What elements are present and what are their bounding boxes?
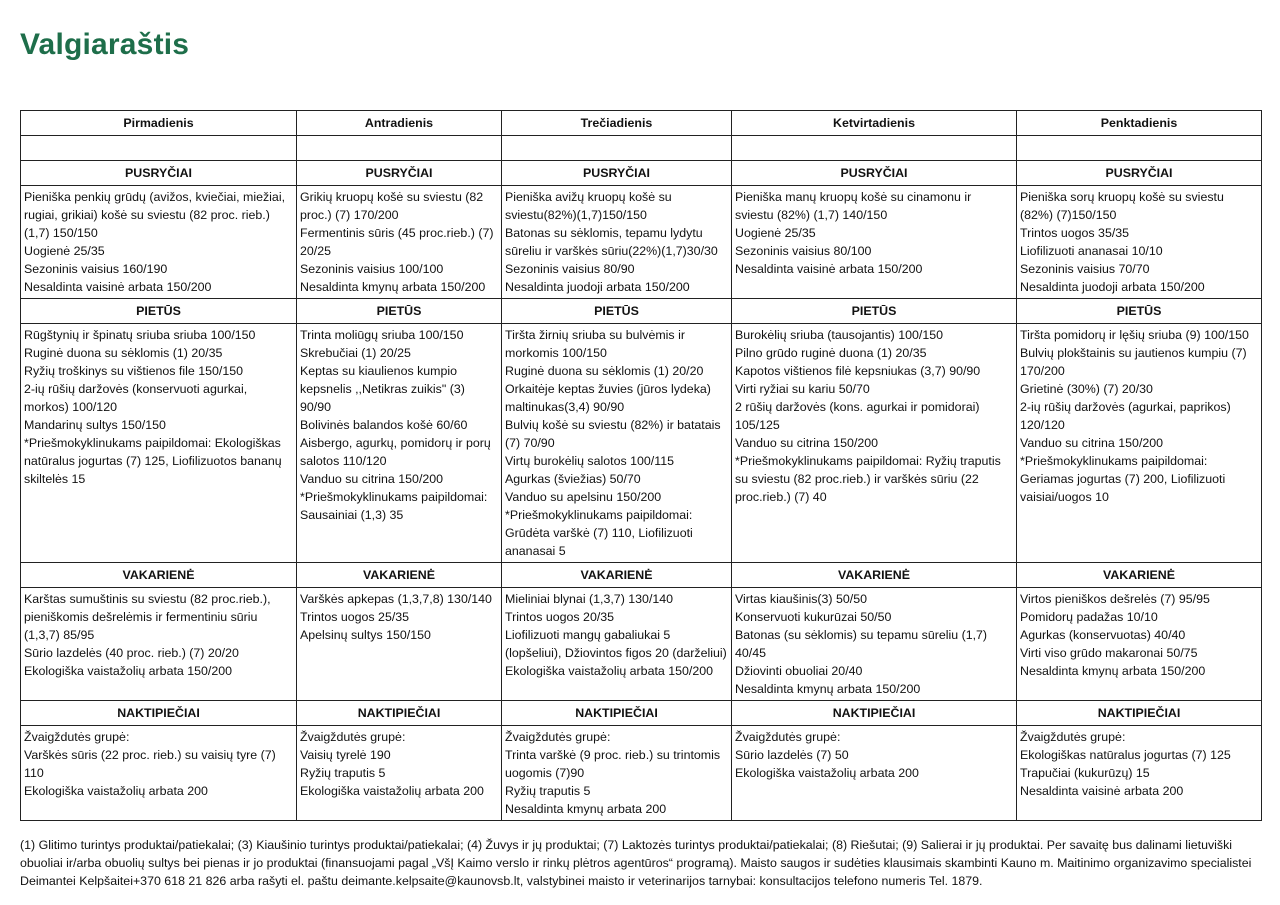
- menu-item: Batonas su sėklomis, tepamu lydytu sūreliu ir varškės sūriu(22%)(1,7)30/30: [505, 226, 718, 258]
- menu-item: Nesaldinta vaisinė arbata 200: [1020, 784, 1184, 798]
- day-header-row: [21, 111, 1262, 136]
- menu-item: Sezoninis vaisius 80/90: [505, 262, 635, 276]
- menu-item: Virtos pieniškos dešrelės (7) 95/95: [1020, 592, 1210, 606]
- menu-cell: [732, 186, 1017, 299]
- menu-item: Burokėlių sriuba (tausojantis) 100/150: [735, 328, 944, 342]
- menu-cell: [1017, 726, 1262, 821]
- menu-item: Pieniška penkių grūdų (avižos, kviečiai, miežiai, rugiai, grikiai) košė su sviestu (82 proc. rieb.) (1,7) 150/150: [24, 190, 286, 240]
- day-header: Antradienis: [297, 111, 502, 136]
- section-header: PUSRYČIAI: [502, 161, 732, 186]
- menu-item: Ekologiška vaistažolių arbata 200: [300, 784, 484, 798]
- menu-item: Fermentinis sūris (45 proc.rieb.) (7) 20/25: [300, 226, 494, 258]
- menu-item: Ryžių troškinys su vištienos file 150/150: [24, 364, 244, 378]
- menu-item: Ekologiška vaistažolių arbata 150/200: [505, 664, 714, 678]
- day-header: Penktadienis: [1017, 111, 1262, 136]
- menu-table-body: [21, 111, 1262, 821]
- menu-item: Vanduo su citrina 150/200: [1020, 436, 1164, 450]
- section-header-row: [21, 161, 1262, 186]
- menu-cell: [502, 588, 732, 701]
- menu-item: Nesaldinta juodoji arbata 150/200: [1020, 280, 1205, 294]
- day-header: Trečiadienis: [502, 111, 732, 136]
- blank-row: [21, 136, 1262, 161]
- menu-cell: [732, 588, 1017, 701]
- menu-cell: [1017, 324, 1262, 563]
- menu-item: Bulvių košė su sviestu (82%) ir batatais (7) 70/90: [505, 418, 721, 450]
- section-header: PIETŪS: [732, 299, 1017, 324]
- section-content-row: [21, 726, 1262, 821]
- page-title: Valgiaraštis: [20, 28, 190, 61]
- menu-item: Sezoninis vaisius 160/190: [24, 262, 168, 276]
- menu-item: Nesaldinta kmynų arbata 200: [505, 802, 667, 816]
- section-header: PUSRYČIAI: [732, 161, 1017, 186]
- section-header-row: [21, 563, 1262, 588]
- menu-cell: [297, 726, 502, 821]
- menu-cell: [1017, 588, 1262, 701]
- menu-item: *Priešmokyklinukams paipildomai: Ekologiškas natūralus jogurtas (7) 125, Liofilizuotos bananų skiltelės 15: [24, 436, 282, 486]
- menu-item: Vaisių tyrelė 190: [300, 748, 391, 762]
- menu-item: 2 rūšių daržovės (kons. agurkai ir pomidorai) 105/125: [735, 400, 980, 432]
- menu-cell: [21, 324, 297, 563]
- menu-item: Sezoninis vaisius 80/100: [735, 244, 872, 258]
- menu-item: Trapučiai (kukurūzų) 15: [1020, 766, 1150, 780]
- menu-item: Apelsinų sultys 150/150: [300, 628, 431, 642]
- menu-item: Grietinė (30%) (7) 20/30: [1020, 382, 1153, 396]
- menu-item: Žvaigždutės grupė:: [24, 730, 130, 744]
- menu-item: *Priešmokyklinukams paipildomai: Sausainiai (1,3) 35: [300, 490, 488, 522]
- menu-item: Žvaigždutės grupė:: [300, 730, 406, 744]
- menu-item: Trintos uogos 25/35: [300, 610, 410, 624]
- menu-item: 2-ių rūšių daržovės (agurkai, paprikos) 120/120: [1020, 400, 1231, 432]
- menu-item: Ekologiška vaistažolių arbata 200: [735, 766, 919, 780]
- section-header: NAKTIPIEČIAI: [732, 701, 1017, 726]
- section-header: VAKARIENĖ: [1017, 563, 1262, 588]
- menu-cell: [297, 588, 502, 701]
- menu-item: Keptas su kiaulienos kumpio kepsnelis ,,Netikras zuikis" (3) 90/90: [300, 364, 465, 414]
- menu-item: Ryžių traputis 5: [300, 766, 386, 780]
- menu-item: Ekologiškas natūralus jogurtas (7) 125: [1020, 748, 1231, 762]
- blank-cell: [1017, 136, 1262, 161]
- menu-cell: [297, 186, 502, 299]
- menu-item: Tiršta pomidorų ir lęšių sriuba (9) 100/150: [1020, 328, 1249, 342]
- menu-item: Nesaldinta vaisinė arbata 150/200: [24, 280, 212, 294]
- menu-cell: [502, 186, 732, 299]
- menu-item: Agurkas (šviežias) 50/70: [505, 472, 641, 486]
- menu-item: Kapotos vištienos filė kepsniukas (3,7) 90/90: [735, 364, 981, 378]
- menu-item: Aisbergo, agurkų, pomidorų ir porų salotos 110/120: [300, 436, 491, 468]
- menu-item: Mieliniai blynai (1,3,7) 130/140: [505, 592, 674, 606]
- menu-item: Virtas kiaušinis(3) 50/50: [735, 592, 868, 606]
- menu-item: Ryžių traputis 5: [505, 784, 591, 798]
- menu-item: Sezoninis vaisius 70/70: [1020, 262, 1150, 276]
- menu-item: Batonas (su sėklomis) su tepamu sūreliu (1,7) 40/45: [735, 628, 988, 660]
- menu-item: *Priešmokyklinukams paipildomai: Ryžių traputis su sviestu (82 proc.rieb.) ir varškės sūriu (22 proc.rieb.) (7) 40: [735, 454, 1001, 504]
- section-header: VAKARIENĖ: [502, 563, 732, 588]
- menu-item: Ekologiška vaistažolių arbata 200: [24, 784, 208, 798]
- menu-item: Orkaitėje keptas žuvies (jūros lydeka) maltinukas(3,4) 90/90: [505, 382, 711, 414]
- menu-item: Ruginė duona su sėklomis (1) 20/20: [505, 364, 704, 378]
- menu-item: Nesaldinta kmynų arbata 150/200: [300, 280, 486, 294]
- section-content-row: [21, 324, 1262, 563]
- menu-item: Trintos uogos 35/35: [1020, 226, 1130, 240]
- menu-item: Nesaldinta vaisinė arbata 150/200: [735, 262, 923, 276]
- menu-item: Uogienė 25/35: [24, 244, 105, 258]
- menu-item: Varškės sūris (22 proc. rieb.) su vaisių tyre (7) 110: [24, 748, 276, 780]
- menu-cell: [21, 726, 297, 821]
- blank-cell: [297, 136, 502, 161]
- menu-item: Karštas sumuštinis su sviestu (82 proc.rieb.), pieniškomis dešrelėmis ir fermentiniu sūriu (1,3,7) 85/95: [24, 592, 271, 642]
- section-header: VAKARIENĖ: [732, 563, 1017, 588]
- menu-item: Skrebučiai (1) 20/25: [300, 346, 411, 360]
- menu-item: Nesaldinta kmynų arbata 150/200: [735, 682, 921, 696]
- menu-item: Sūrio lazdelės (40 proc. rieb.) (7) 20/20: [24, 646, 239, 660]
- menu-cell: [297, 324, 502, 563]
- menu-item: Mandarinų sultys 150/150: [24, 418, 166, 432]
- menu-item: Pilno grūdo ruginė duona (1) 20/35: [735, 346, 927, 360]
- menu-item: Bolivinės balandos košė 60/60: [300, 418, 468, 432]
- menu-item: Trinta moliūgų sriuba 100/150: [300, 328, 464, 342]
- menu-table: [20, 110, 1262, 821]
- menu-item: 2-ių rūšių daržovės (konservuoti agurkai, morkos) 100/120: [24, 382, 248, 414]
- menu-item: Pomidorų padažas 10/10: [1020, 610, 1158, 624]
- menu-cell: [21, 588, 297, 701]
- section-content-row: [21, 588, 1262, 701]
- menu-item: Žvaigždutės grupė:: [735, 730, 841, 744]
- menu-cell: [1017, 186, 1262, 299]
- menu-item: Sūrio lazdelės (7) 50: [735, 748, 849, 762]
- menu-item: Sezoninis vaisius 100/100: [300, 262, 444, 276]
- menu-item: Pieniška sorų kruopų košė su sviestu (82%) (7)150/150: [1020, 190, 1224, 222]
- blank-cell: [732, 136, 1017, 161]
- blank-cell: [502, 136, 732, 161]
- menu-item: Virti viso grūdo makaronai 50/75: [1020, 646, 1198, 660]
- section-header: NAKTIPIEČIAI: [502, 701, 732, 726]
- menu-item: Pieniška avižų kruopų košė su sviestu(82%)(1,7)150/150: [505, 190, 672, 222]
- menu-cell: [21, 186, 297, 299]
- section-header: PUSRYČIAI: [297, 161, 502, 186]
- day-header: Ketvirtadienis: [732, 111, 1017, 136]
- menu-cell: [502, 726, 732, 821]
- menu-item: Džiovinti obuoliai 20/40: [735, 664, 863, 678]
- menu-item: Ruginė duona su sėklomis (1) 20/35: [24, 346, 223, 360]
- menu-item: Virtų burokėlių salotos 100/115: [505, 454, 674, 468]
- menu-item: Nesaldinta kmynų arbata 150/200: [1020, 664, 1206, 678]
- day-header: Pirmadienis: [21, 111, 297, 136]
- menu-item: Varškės apkepas (1,3,7,8) 130/140: [300, 592, 492, 606]
- menu-cell: [502, 324, 732, 563]
- menu-item: Vanduo su apelsinu 150/200: [505, 490, 662, 504]
- menu-item: Bulvių plokštainis su jautienos kumpiu (7) 170/200: [1020, 346, 1247, 378]
- section-header: PUSRYČIAI: [21, 161, 297, 186]
- section-header: VAKARIENĖ: [297, 563, 502, 588]
- menu-item: Žvaigždutės grupė:: [505, 730, 611, 744]
- section-header: PIETŪS: [502, 299, 732, 324]
- section-header: PUSRYČIAI: [1017, 161, 1262, 186]
- section-header: PIETŪS: [297, 299, 502, 324]
- menu-item: Vanduo su citrina 150/200: [300, 472, 444, 486]
- menu-item: Žvaigždutės grupė:: [1020, 730, 1126, 744]
- section-header: NAKTIPIEČIAI: [1017, 701, 1262, 726]
- section-header-row: [21, 299, 1262, 324]
- section-content-row: [21, 186, 1262, 299]
- menu-item: Ekologiška vaistažolių arbata 150/200: [24, 664, 233, 678]
- menu-item: Grikių kruopų košė su sviestu (82 proc.) (7) 170/200: [300, 190, 484, 222]
- menu-cell: [732, 726, 1017, 821]
- menu-cell: [732, 324, 1017, 563]
- menu-item: Liofilizuoti mangų gabaliukai 5 (lopšeliui), Džiovintos figos 20 (darželiui): [505, 628, 727, 660]
- menu-item: *Priešmokyklinukams paipildomai: Grūdėta varškė (7) 110, Liofilizuoti ananasai 5: [505, 508, 693, 558]
- section-header: VAKARIENĖ: [21, 563, 297, 588]
- section-header: NAKTIPIEČIAI: [21, 701, 297, 726]
- section-header: PIETŪS: [1017, 299, 1262, 324]
- menu-item: Trintos uogos 20/35: [505, 610, 615, 624]
- menu-item: Trinta varškė (9 proc. rieb.) su trintomis uogomis (7)90: [505, 748, 721, 780]
- menu-item: Agurkas (konservuotas) 40/40: [1020, 628, 1186, 642]
- section-header: NAKTIPIEČIAI: [297, 701, 502, 726]
- menu-item: *Priešmokyklinukams paipildomai: Geriamas jogurtas (7) 200, Liofilizuoti vaisiai/uogos 10: [1020, 454, 1226, 504]
- menu-item: Uogienė 25/35: [735, 226, 816, 240]
- menu-item: Nesaldinta juodoji arbata 150/200: [505, 280, 690, 294]
- menu-item: Tiršta žirnių sriuba su bulvėmis ir morkomis 100/150: [505, 328, 685, 360]
- allergen-footnote: (1) Glitimo turintys produktai/patiekalai; (3) Kiaušinio turintys produktai/patiekalai; (4) Žuvys ir jų produktai; (7) Laktozės turintys produktai/patiekalai; (8) Riešutai; (9) Salierai ir jų produktai. Per savaitę bus dalinami lietuviški obuoliai ir/arba obuolių sultys bei pienas ir jo produktai (finansuojami pagal „VšĮ Kaimo verslo ir rinkų plėtros agentūros“ programą). Maisto saugos ir sudėties klausimais skambinti Kauno m. Maitinimo organizavimo specialistei Deimantei Kelpšaitei+370 618 21 826 arba rašyti el. paštu deimante.kelpsaite@kaunovsb.lt, valstybinei maisto ir veterinarijos tarnybai: konsultacijos telefono numeris Tel. 1879.: [20, 838, 1252, 888]
- menu-item: Konservuoti kukurūzai 50/50: [735, 610, 892, 624]
- blank-cell: [21, 136, 297, 161]
- section-header: PIETŪS: [21, 299, 297, 324]
- menu-item: Pieniška manų kruopų košė su cinamonu ir sviestu (82%) (1,7) 140/150: [735, 190, 972, 222]
- section-header-row: [21, 701, 1262, 726]
- menu-item: Vanduo su citrina 150/200: [735, 436, 879, 450]
- menu-item: Liofilizuoti ananasai 10/10: [1020, 244, 1163, 258]
- menu-item: Virti ryžiai su kariu 50/70: [735, 382, 870, 396]
- menu-item: Rūgštynių ir špinatų sriuba sriuba 100/150: [24, 328, 256, 342]
